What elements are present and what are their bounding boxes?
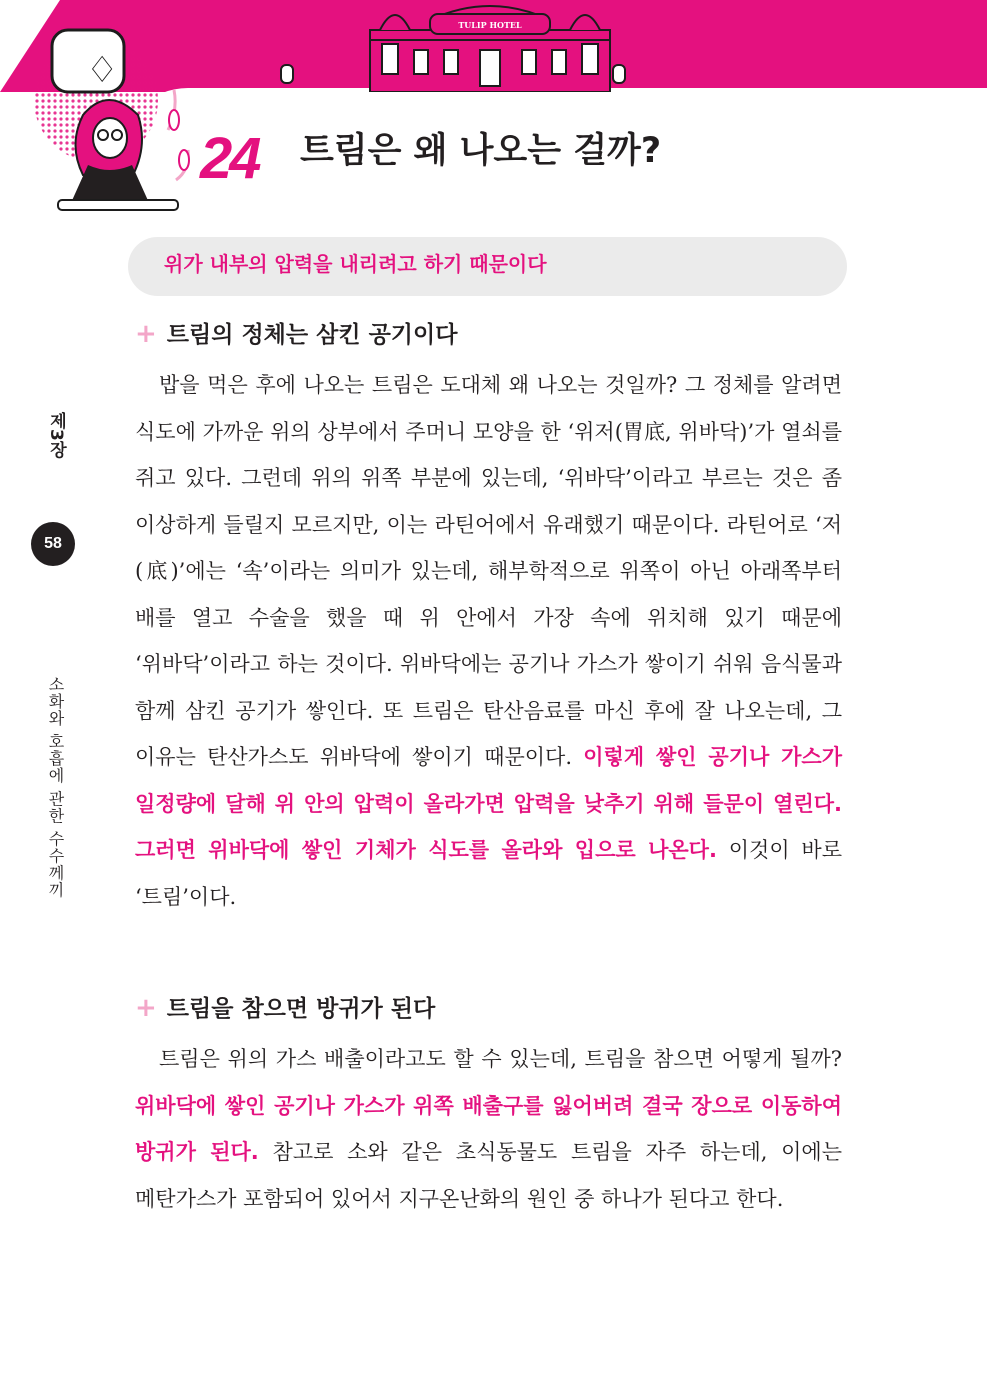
body-text: 밥을 먹은 후에 나오는 트림은 도대체 왜 나오는 것일까? 그 정체를 알려면 식도에 가까운 위의 상부에서 주머니 모양을 한 ‘위저(胃底, 위바닥)’가 열쇠를 쥐고 있다. 그런데 위의 위쪽 부분에 있는데, ‘위바닥’이라고 부르는 것은 좀 이상하게 들릴지 모르지만, 이는 라틴어에서 유래했기 때문이다. 라틴어로 ‘저(底)’에는 ‘속’이라는 의미가 있는데, 해부학적으로 위쪽이 아닌 아래쪽부터 배를 열고 수술을 했을 때 위 안에서 가장 속에 위치해 있기 때문에 ‘위바닥’이라고 하는 것이다. 위바닥에는 공기나 가스가 쌓이기 쉬워 음식물과 함께 삼킨 공기가 쌓인다. 또 트림은 탄산음료를 마신 후에 잘 나오는데, 그 이유는 탄산가스도 위바닥에 쌓이기 때문이다. bbox=[135, 373, 842, 769]
leaf-icon bbox=[169, 110, 179, 130]
body-text: 트림은 위의 가스 배출이라고도 할 수 있는데, 트림을 참으면 어떻게 될까? bbox=[159, 1047, 842, 1071]
hook-icon bbox=[612, 64, 626, 84]
body-text: 이것이 바로 ‘트림’이다. bbox=[135, 838, 842, 909]
summary-box bbox=[128, 237, 847, 296]
chapter-number: 24 bbox=[200, 126, 259, 191]
section-heading-text: 트림의 정체는 삼킨 공기이다 bbox=[166, 322, 458, 348]
hotel-sign-text: TULIP HOTEL bbox=[458, 20, 522, 30]
section-heading bbox=[135, 316, 457, 349]
section-body bbox=[135, 1036, 842, 1222]
hook-icon bbox=[280, 64, 294, 84]
sidebar-chapter: 제3장 bbox=[46, 412, 66, 458]
section-body bbox=[135, 362, 842, 920]
plus-icon: + bbox=[135, 319, 157, 349]
highlight-text: 위바닥에 쌓인 공기나 가스가 위쪽 배출구를 잃어버려 결국 장으로 이동하여 방귀가 된다. bbox=[135, 1093, 842, 1164]
tulip-hotel-illustration bbox=[360, 0, 620, 92]
plus-icon: + bbox=[135, 993, 157, 1023]
summary-text: 위가 내부의 압력을 내리려고 하기 때문이다 bbox=[164, 252, 547, 276]
section-heading-text: 트림을 참으면 방귀가 된다 bbox=[166, 996, 436, 1022]
highlight-text: 이렇게 쌓인 공기나 가스가 일정량에 달해 위 안의 압력이 올라가면 압력을 낮추기 위해 들문이 열린다. 그러면 위바닥에 쌓인 기체가 식도를 올라와 입으로 나온다. bbox=[135, 745, 842, 862]
body-text: 참고로 소와 같은 초식동물도 트림을 자주 하는데, 이에는 메탄가스가 포함되어 있어서 지구온난화의 원인 중 하나가 된다고 한다. bbox=[135, 1140, 843, 1211]
woman-illustration bbox=[28, 20, 198, 220]
section-heading bbox=[135, 990, 435, 1023]
sidebar-book-title: 소화와 호흡에 관한 수수께끼 bbox=[46, 676, 65, 899]
page-number: 58 bbox=[31, 522, 75, 566]
page-title: 트림은 왜 나오는 걸까? bbox=[300, 131, 662, 171]
svg-text:♢: ♢ bbox=[86, 50, 119, 91]
